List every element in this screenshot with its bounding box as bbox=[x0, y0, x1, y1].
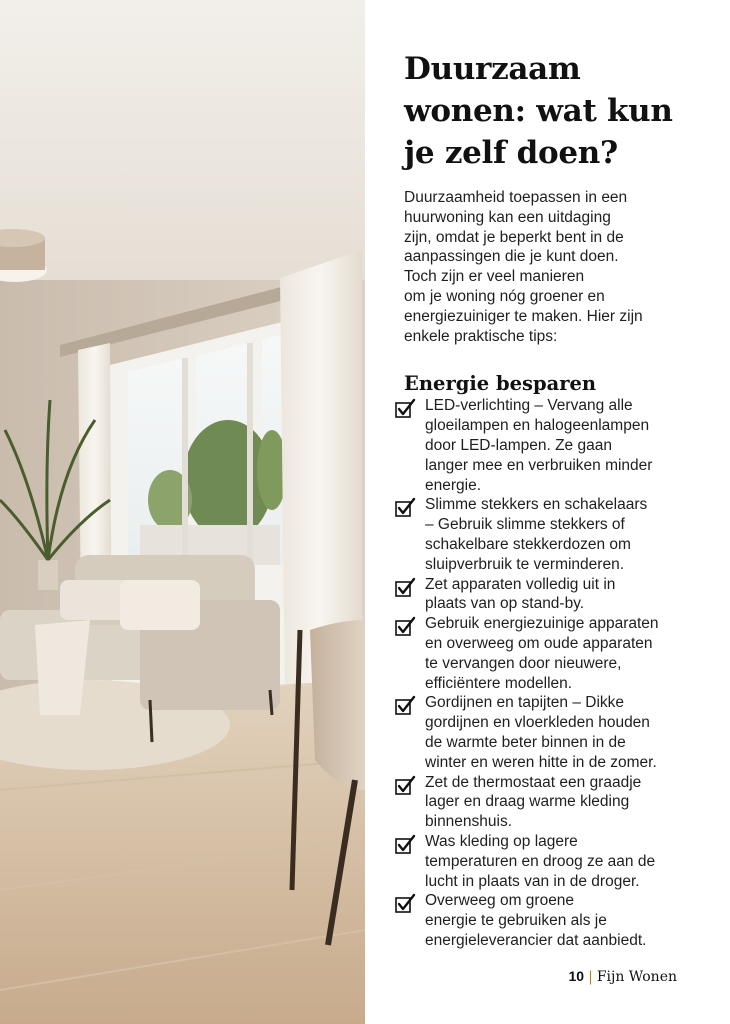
footer-separator: | bbox=[588, 969, 593, 985]
checkbox-check-icon bbox=[394, 616, 416, 638]
tip-line: sluipverbruik te verminderen. bbox=[425, 555, 625, 573]
tip-line: Zet de thermostaat een graadje bbox=[425, 773, 642, 791]
tip-text bbox=[425, 832, 655, 891]
tip-line: schakelbare stekkerdozen om bbox=[425, 535, 631, 553]
tip-line: efficiëntere modellen. bbox=[425, 674, 573, 692]
intro-line: Duurzaamheid toepassen in een bbox=[404, 189, 628, 206]
intro-line: energiezuiniger te maken. Hier zijn bbox=[404, 307, 643, 325]
checkbox-check-icon bbox=[394, 398, 416, 420]
tip-line: plaats van op stand-by. bbox=[425, 595, 585, 613]
tip-line: Overweeg om groene bbox=[425, 892, 575, 910]
tip-line: – Gebruik slimme stekkers of bbox=[425, 516, 625, 534]
tip-line: Gebruik energiezuinige apparaten bbox=[425, 615, 659, 633]
article bbox=[404, 48, 704, 951]
tip-line: lager en draag warme kleding bbox=[425, 793, 630, 811]
tip-line: temperaturen en droog ze aan de bbox=[425, 852, 656, 870]
tip-line: Was kleding op lagere bbox=[425, 832, 578, 850]
section-title: Energie besparen bbox=[404, 372, 597, 396]
tip-text bbox=[425, 773, 641, 832]
tip-item bbox=[394, 832, 694, 891]
tip-line: langer mee en verbruiken minder bbox=[425, 456, 653, 474]
tip-line: door LED-lampen. Ze gaan bbox=[425, 436, 612, 454]
tip-line: binnenshuis. bbox=[425, 813, 513, 831]
tip-line: LED-verlichting – Vervang alle bbox=[425, 397, 633, 415]
tip-item bbox=[394, 891, 694, 950]
intro-line: Toch zijn er veel manieren bbox=[404, 268, 585, 286]
checkbox-check-icon bbox=[394, 497, 416, 519]
checkbox-check-icon bbox=[394, 893, 416, 915]
tip-text bbox=[425, 575, 615, 615]
article-intro bbox=[404, 188, 704, 346]
tip-text bbox=[425, 693, 657, 772]
tip-line: winter en weren hitte in de zomer. bbox=[425, 753, 657, 771]
article-title bbox=[404, 48, 704, 174]
ceiling-lamp bbox=[0, 229, 47, 282]
article-title-line: je zelf doen? bbox=[404, 135, 618, 171]
article-title-line: wonen: wat kun bbox=[404, 93, 673, 129]
page-number: 10 bbox=[568, 968, 585, 984]
tip-text bbox=[425, 495, 647, 574]
intro-line: huurwoning kan een uitdaging bbox=[404, 208, 611, 226]
tip-line: de warmte beter binnen in de bbox=[425, 733, 626, 751]
tip-text bbox=[425, 891, 646, 950]
tip-line: lucht in plaats van in de droger. bbox=[425, 872, 640, 890]
article-title-line: Duurzaam bbox=[404, 51, 581, 87]
tip-line: energie te gebruiken als je bbox=[425, 912, 607, 930]
intro-line: om je woning nóg groener en bbox=[404, 287, 605, 305]
tip-line: Gordijnen en tapijten – Dikke bbox=[425, 694, 625, 712]
tip-item bbox=[394, 614, 694, 693]
tip-item bbox=[394, 396, 694, 495]
checkbox-check-icon bbox=[394, 834, 416, 856]
tip-line: gordijnen en vloerkleden houden bbox=[425, 714, 650, 732]
tip-line: gloeilampen en halogeenlampen bbox=[425, 417, 650, 435]
checkbox-check-icon bbox=[394, 775, 416, 797]
tip-line: energie. bbox=[425, 476, 482, 494]
tip-item bbox=[394, 495, 694, 574]
intro-line: zijn, omdat je beperkt bent in de bbox=[404, 228, 624, 246]
tip-line: en overweeg om oude apparaten bbox=[425, 634, 653, 652]
magazine-name: Fijn Wonen bbox=[596, 969, 677, 985]
tip-line: energieleverancier dat aanbiedt. bbox=[425, 931, 647, 949]
tip-line: Slimme stekkers en schakelaars bbox=[425, 496, 648, 514]
tip-text bbox=[425, 396, 652, 495]
tips-list bbox=[394, 396, 694, 950]
tip-line: te vervangen door nieuwere, bbox=[425, 654, 622, 672]
ceiling bbox=[0, 0, 365, 300]
intro-line: enkele praktische tips: bbox=[404, 327, 558, 345]
tip-text bbox=[425, 614, 659, 693]
tip-line: Zet apparaten volledig uit in bbox=[425, 575, 616, 593]
tip-item bbox=[394, 773, 694, 832]
intro-line: aanpassingen die je kunt doen. bbox=[404, 248, 619, 266]
checkbox-check-icon bbox=[394, 695, 416, 717]
tip-item bbox=[394, 575, 694, 615]
checkbox-check-icon bbox=[394, 577, 416, 599]
page-footer bbox=[569, 968, 677, 985]
tip-item bbox=[394, 693, 694, 772]
